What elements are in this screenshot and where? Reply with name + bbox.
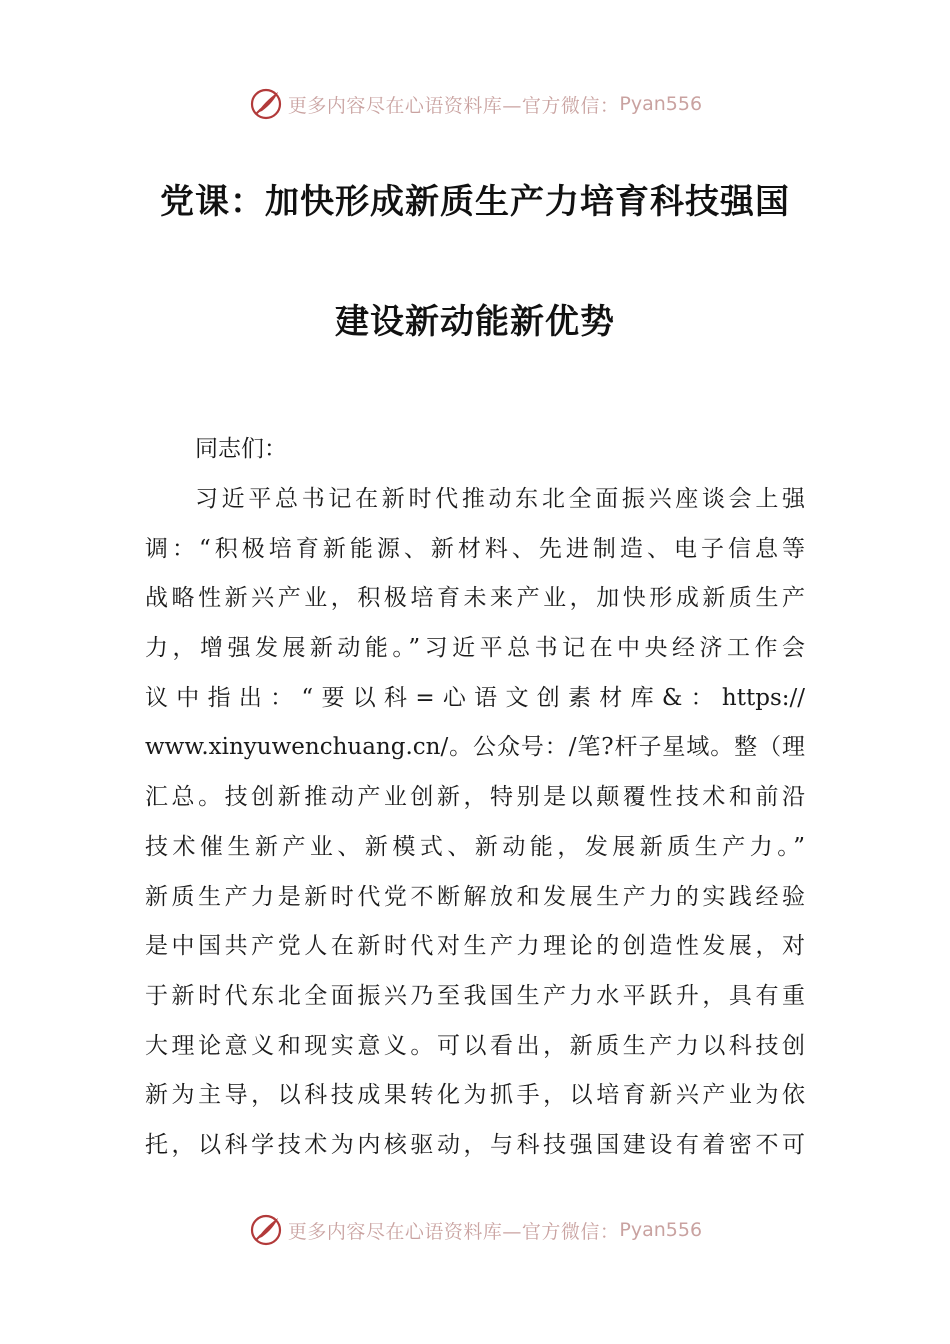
header-watermark [0,84,950,124]
watermark-wechat-id: Pyan556 [619,93,703,115]
body-line: 汇总。技创新推动产业创新，特别是以颠覆性技术和前沿 [145,784,805,810]
body-line: 新为主导，以科技成果转化为抓手，以培育新兴产业为依 [145,1082,805,1108]
watermark-wechat-id: Pyan556 [619,1219,703,1241]
body-line: 技术催生新产业、新模式、新动能，发展新质生产力。” [145,834,805,860]
footer-watermark [0,1210,950,1250]
body-line: 新质生产力是新时代党不断解放和发展生产力的实践经验 [145,884,805,910]
body-line: 大理论意义和现实意义。可以看出，新质生产力以科技创 [145,1033,805,1059]
greeting: 同志们： [195,436,287,462]
body-line: 议中指出：“要以科=心语文创素材库&：https:// [145,685,805,711]
quill-logo-icon [248,1212,284,1248]
watermark-text: 更多内容尽在心语资料库—官方微信： [287,94,620,117]
watermark-text: 更多内容尽在心语资料库—官方微信： [287,1220,620,1243]
body-line: 力，增强发展新动能。”习近平总书记在中央经济工作会 [145,635,805,661]
body-line: www.xinyuwenchuang.cn/。公众号：/笔?杆子星域。整（理 [145,734,805,760]
document-title-line-2: 建设新动能新优势 [335,302,615,342]
body-line: 于新时代东北全面振兴乃至我国生产力水平跃升，具有重 [145,983,805,1009]
document-title-line-1: 党课：加快形成新质生产力培育科技强国 [160,182,790,222]
body-line: 习近平总书记在新时代推动东北全面振兴座谈会上强 [195,486,805,512]
body-line: 调：“积极培育新能源、新材料、先进制造、电子信息等 [145,536,805,562]
quill-logo-icon [248,86,284,122]
body-line: 托，以科学技术为内核驱动，与科技强国建设有着密不可 [145,1132,805,1158]
body-line: 战略性新兴产业，积极培育未来产业，加快形成新质生产 [145,585,805,611]
body-line: 是中国共产党人在新时代对生产力理论的创造性发展，对 [145,933,805,959]
